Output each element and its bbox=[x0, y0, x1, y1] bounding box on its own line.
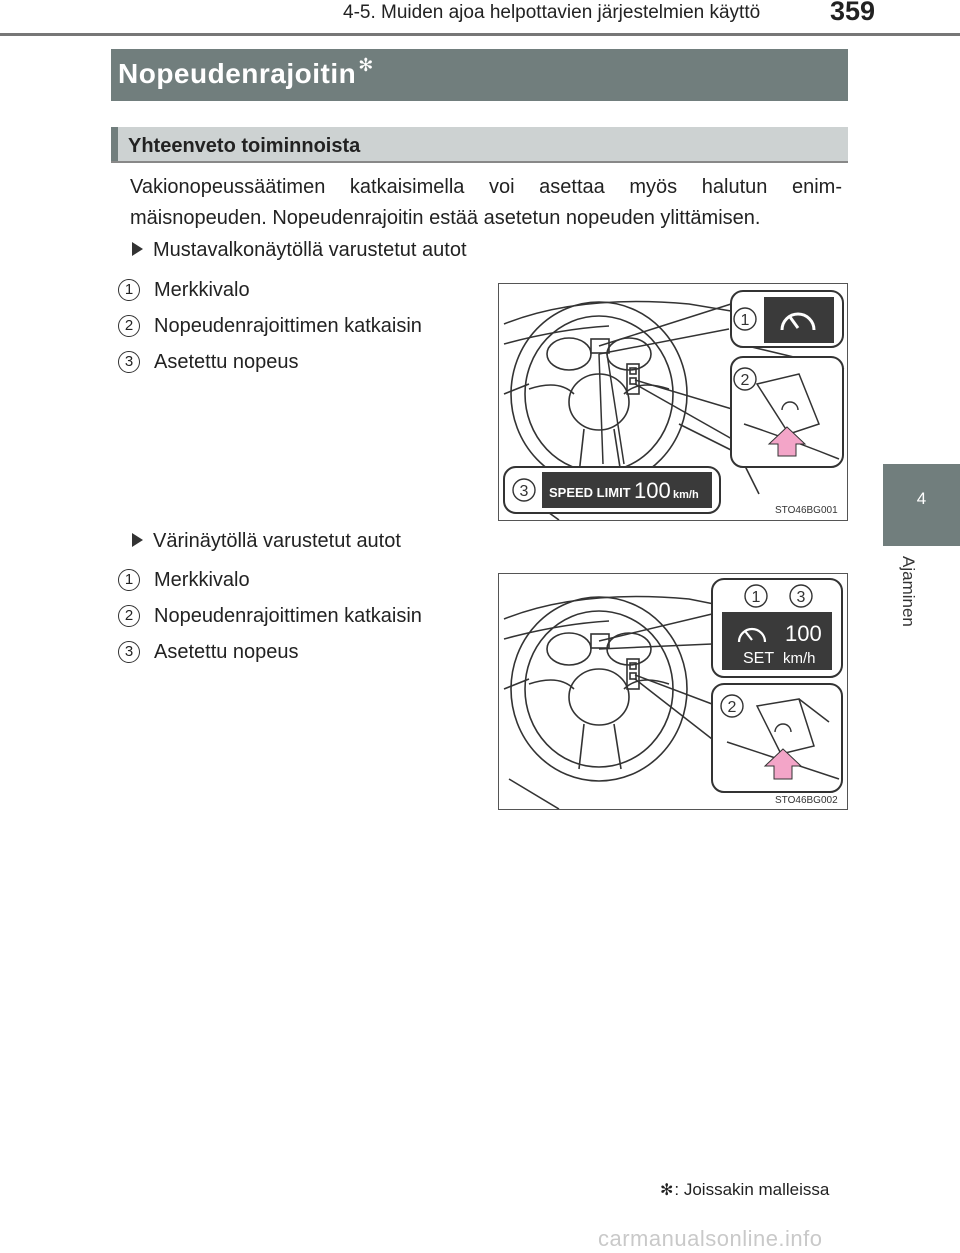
chapter-label bbox=[898, 556, 920, 646]
figure-code: STO46BG001 bbox=[775, 505, 838, 516]
list-item-label: Merkkivalo bbox=[154, 279, 250, 301]
footnote-marker: ✻ bbox=[660, 1182, 674, 1199]
list-item bbox=[118, 351, 299, 377]
chapter-label-text: Ajaminen bbox=[899, 556, 918, 627]
footnote-text: : Joissakin malleissa bbox=[674, 1180, 830, 1199]
figure-bw-display bbox=[498, 283, 848, 521]
display-value: 100 bbox=[634, 478, 671, 503]
subsection-title: Yhteenveto toiminnoista bbox=[128, 135, 361, 157]
list-item bbox=[118, 279, 250, 305]
list-item-label: Merkkivalo bbox=[154, 569, 250, 591]
list-item bbox=[118, 315, 422, 341]
number-badge: 3 bbox=[118, 351, 140, 373]
number-badge: 1 bbox=[118, 569, 140, 591]
footnote bbox=[660, 1180, 829, 1200]
running-header: 4-5. Muiden ajoa helpottavien järjestelmien käyttö bbox=[343, 2, 761, 23]
section-title bbox=[118, 55, 374, 90]
list-item-label: Nopeudenrajoittimen katkaisin bbox=[154, 315, 422, 337]
display-unit: km/h bbox=[673, 489, 699, 501]
triangle-bullet-icon bbox=[132, 242, 143, 256]
bullet-text: Värinäytöllä varustetut autot bbox=[153, 530, 401, 552]
callout-2: 2 bbox=[740, 372, 750, 389]
bullet-color-display bbox=[132, 530, 401, 553]
callout-2: 2 bbox=[727, 699, 737, 716]
bullet-bw-display bbox=[132, 239, 467, 262]
steering-wheel-illustration bbox=[499, 574, 847, 809]
callout-1: 1 bbox=[740, 312, 750, 329]
callout-1: 1 bbox=[751, 589, 761, 606]
callout-3: 3 bbox=[519, 483, 529, 500]
subsection-bar bbox=[111, 127, 118, 161]
list-item bbox=[118, 569, 250, 595]
number-badge: 1 bbox=[118, 279, 140, 301]
number-badge: 3 bbox=[118, 641, 140, 663]
triangle-bullet-icon bbox=[132, 533, 143, 547]
list-item-label: Asetettu nopeus bbox=[154, 351, 299, 373]
chapter-number: 4 bbox=[916, 489, 927, 508]
figure-color-display bbox=[498, 573, 848, 810]
steering-wheel-illustration bbox=[499, 284, 847, 520]
number-badge: 2 bbox=[118, 605, 140, 627]
display-unit: km/h bbox=[783, 650, 816, 667]
list-item-label: Nopeudenrajoittimen katkaisin bbox=[154, 605, 422, 627]
bullet-text: Mustavalkonäytöllä varustetut autot bbox=[153, 239, 467, 261]
header-rule bbox=[0, 33, 960, 36]
display-speed-limit: SPEED LIMIT bbox=[549, 485, 631, 500]
list-item bbox=[118, 605, 422, 631]
page-number: 359 bbox=[830, 0, 876, 26]
display-set: SET bbox=[743, 650, 775, 667]
watermark: carmanualsonline.info bbox=[598, 1226, 823, 1251]
list-item bbox=[118, 641, 299, 667]
number-badge: 2 bbox=[118, 315, 140, 337]
intro-paragraph: Vakionopeussäätimen katkaisimella voi asettaa myös halutun enim-mäisnopeuden. Nopeudenrajoitin estää asetetun nopeuden ylittämisen. bbox=[130, 176, 842, 229]
figure-code: STO46BG002 bbox=[775, 795, 838, 806]
list-item-label: Asetettu nopeus bbox=[154, 641, 299, 663]
display-value: 100 bbox=[785, 621, 822, 646]
section-title-text: Nopeudenrajoitin bbox=[118, 58, 357, 89]
callout-3: 3 bbox=[796, 589, 806, 606]
section-title-marker: ✻ bbox=[358, 55, 374, 75]
